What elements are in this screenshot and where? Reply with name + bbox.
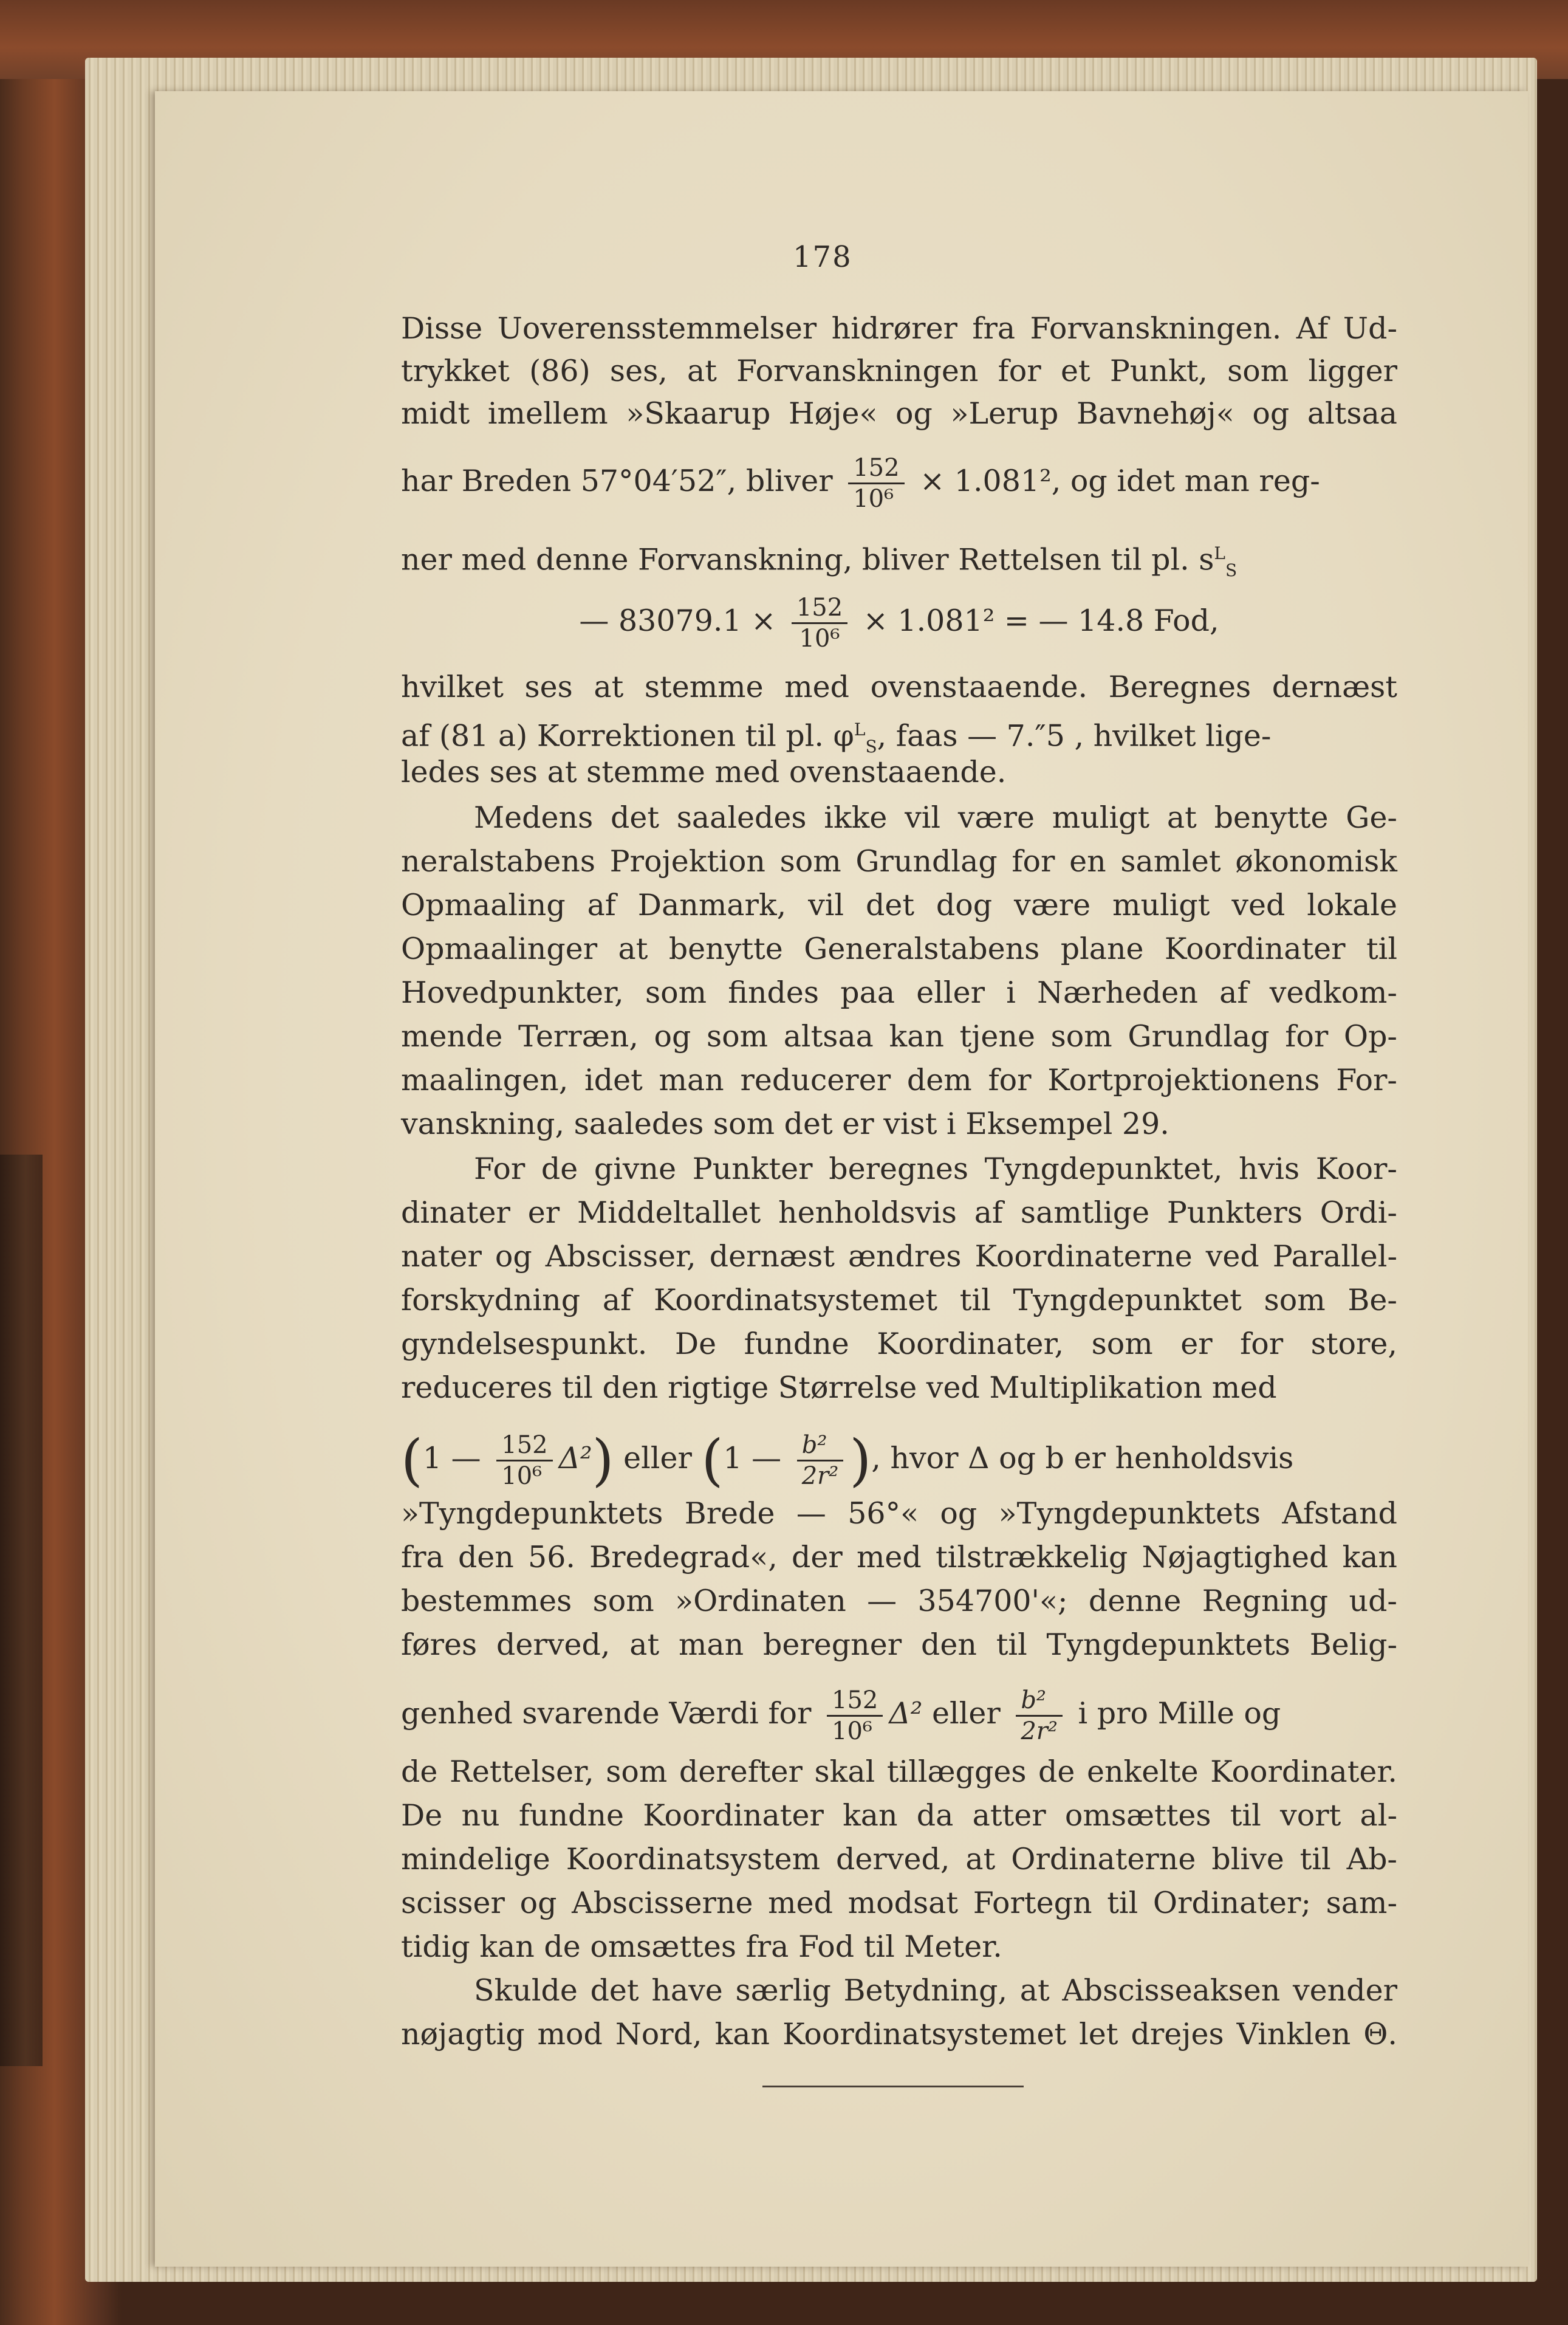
fraction-denominator <box>1016 1717 1063 1743</box>
fraction-numerator: 152 <box>827 1688 883 1717</box>
text-line: midt imellem »Skaarup Høje« og »Lerup Bavnehøj« og altsaa <box>401 396 1397 431</box>
paren-open: ( <box>701 1427 724 1493</box>
genhed-eller: eller <box>931 1696 1001 1731</box>
fraction-numerator: 152 <box>496 1433 552 1461</box>
text-line: forskydning af Koordinatsystemet til Tyngdepunktet som Be- <box>401 1283 1397 1317</box>
b-squared: b² <box>801 1431 827 1459</box>
fraction-denominator: 10⁶ <box>853 485 894 513</box>
text-line: fra den 56. Bredegrad«, der med tilstrækkelig Nøjagtighed kan <box>401 1540 1397 1575</box>
text-line: tidig kan de omsættes fra Fod til Meter. <box>401 1929 1002 1964</box>
fraction <box>1016 1688 1063 1743</box>
text-line: Hovedpunkter, som findes paa eller i Nærheden af vedkom- <box>401 975 1397 1010</box>
mult-one: 1 — <box>422 1441 481 1475</box>
formula-line-multiplication <box>401 1425 1397 1492</box>
fraction <box>848 456 904 511</box>
text-line: scisser og Abscisserne med modsat Fortegn til Ordinater; sam- <box>401 1886 1397 1920</box>
fraction <box>797 1433 844 1488</box>
mult-post: , hvor Δ og b er henholdsvis <box>871 1441 1294 1475</box>
text-line: neralstabens Projektion som Grundlag for en samlet økonomisk <box>401 844 1397 879</box>
text-line: reduceres til den rigtige Størrelse ved Multiplikation med <box>401 1370 1277 1405</box>
fraction-denominator: 10⁶ <box>501 1462 543 1490</box>
paren-open: ( <box>401 1427 423 1493</box>
superscript: L <box>1214 543 1226 563</box>
paren-close: ) <box>592 1427 614 1493</box>
text-line: trykket (86) ses, at Forvanskningen for et Punkt, som ligger <box>401 354 1397 388</box>
breden-text-post: × 1.081², og idet man reg- <box>920 464 1320 498</box>
formula-line-equation <box>401 594 1397 653</box>
text-line: dinater er Middeltallet henholdsvis af samtlige Punkters Ordi- <box>401 1195 1397 1230</box>
formula-line-genhed <box>401 1683 1397 1744</box>
korr-post: , faas — 7.″5 , hvilket lige- <box>877 718 1272 754</box>
fraction-denominator: 10⁶ <box>832 1717 872 1745</box>
book-spine <box>0 1155 43 2066</box>
equation-pre: — 83079.1 × <box>579 603 776 638</box>
genhed-pre: genhed svarende Værdi for <box>401 1696 812 1731</box>
mult-eller: eller <box>623 1441 692 1475</box>
text-line: De nu fundne Koordinater kan da atter omsættes til vort al- <box>401 1798 1397 1833</box>
text-line: maalingen, idet man reducerer dem for Kortprojektionens For- <box>401 1063 1397 1097</box>
equation-post: × 1.081² = — 14.8 Fod, <box>863 603 1219 638</box>
korr-pre: af (81 a) Korrektionen til pl. φ <box>401 718 854 754</box>
text-line: For de givne Punkter beregnes Tyngdepunktet, hvis Koor- <box>474 1152 1397 1186</box>
mult-one: 1 — <box>723 1441 782 1475</box>
text-line: føres derved, at man beregner den til Tyngdepunktets Belig- <box>401 1627 1397 1662</box>
text-line: Medens det saaledes ikke vil være muligt at benytte Ge- <box>474 800 1397 835</box>
end-rule <box>762 2086 1024 2087</box>
two-r-squared: 2r² <box>1021 1717 1058 1745</box>
breden-text: har Breden 57°04′52″, bliver <box>401 464 833 498</box>
fraction-numerator <box>1016 1688 1063 1717</box>
text-line: ledes ses at stemme med ovenstaaende. <box>401 755 1007 789</box>
fraction <box>792 596 847 651</box>
delta-symbol: Δ² <box>889 1696 923 1731</box>
text-line: nater og Abscisser, dernæst ændres Koordinaterne ved Parallel- <box>401 1239 1397 1274</box>
formula-line-korrektion <box>401 711 1397 757</box>
delta-symbol: Δ² <box>558 1441 592 1475</box>
text-line: Disse Uoverensstemmelser hidrører fra Forvanskningen. Af Ud- <box>401 311 1397 346</box>
text-line: vanskning, saaledes som det er vist i Eksempel 29. <box>401 1107 1169 1141</box>
fraction-denominator <box>797 1461 844 1488</box>
superscript: L <box>854 719 866 740</box>
paren-close: ) <box>849 1427 872 1493</box>
text-line: »Tyngdepunktets Brede — 56°« og »Tyngdepunktets Afstand <box>401 1496 1397 1531</box>
b-squared: b² <box>1021 1686 1046 1714</box>
fraction-numerator: 152 <box>848 456 904 484</box>
text-segment: ner med denne Forvanskning, bliver Rettelsen til pl. s <box>401 542 1214 577</box>
text-line <box>401 535 1397 581</box>
text-line: de Rettelser, som derefter skal tillægges de enkelte Koordinater. <box>401 1754 1397 1789</box>
genhed-post: i pro Mille og <box>1078 1696 1281 1731</box>
fraction-numerator: 152 <box>792 596 847 624</box>
two-r-squared: 2r² <box>801 1462 839 1490</box>
fraction <box>496 1433 552 1488</box>
fraction-denominator: 10⁶ <box>799 625 840 653</box>
subscript: S <box>865 737 877 757</box>
text-line: mindelige Koordinatsystem derved, at Ordinaterne blive til Ab- <box>401 1842 1397 1877</box>
fraction <box>827 1688 883 1743</box>
subscript: S <box>1225 560 1238 581</box>
text-line: Skulde det have særlig Betydning, at Abscisseaksen vender <box>474 1973 1397 2008</box>
text-line: Opmaaling af Danmark, vil det dog være muligt ved lokale <box>401 888 1397 922</box>
text-line: hvilket ses at stemme med ovenstaaende. Beregnes dernæst <box>401 670 1397 704</box>
text-line: mende Terræn, og som altsaa kan tjene som Grundlag for Op- <box>401 1019 1397 1054</box>
formula-line-breden <box>401 454 1397 513</box>
fraction-numerator <box>797 1433 844 1461</box>
page-number: 178 <box>793 240 852 274</box>
text-line: bestemmes som »Ordinaten — 354700'«; denne Regning ud- <box>401 1584 1397 1618</box>
text-line: Opmaalinger at benytte Generalstabens plane Koordinater til <box>401 932 1397 966</box>
text-line: gyndelsespunkt. De fundne Koordinater, som er for store, <box>401 1327 1397 1361</box>
text-line: nøjagtig mod Nord, kan Koordinatsystemet let drejes Vinklen Θ. <box>401 2017 1397 2052</box>
